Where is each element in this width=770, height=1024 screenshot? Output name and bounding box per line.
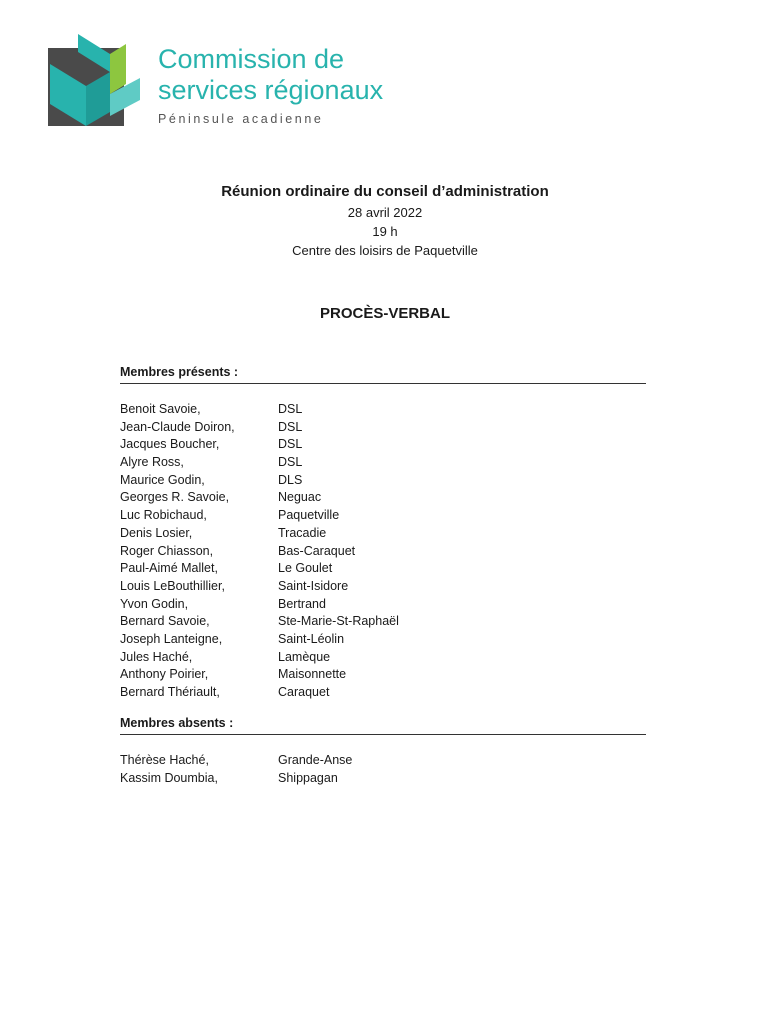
member-name: Thérèse Haché,	[120, 753, 209, 767]
member-name: Louis LeBouthillier,	[120, 578, 225, 593]
member-row	[120, 507, 646, 525]
logo-line-2: services régionaux	[158, 75, 384, 105]
present-members-heading: Membres présents :	[120, 365, 646, 384]
member-name: Bernard Thériault,	[120, 685, 220, 699]
member-organization: DSL	[278, 402, 303, 416]
member-organization: DSL	[278, 437, 303, 452]
member-organization: Caraquet	[278, 685, 330, 699]
member-organization: DSL	[278, 455, 303, 470]
member-name: Jacques Boucher,	[120, 437, 220, 452]
member-organization: Paquetville	[278, 508, 340, 523]
member-row	[120, 666, 646, 684]
member-organization: Grande-Anse	[278, 753, 353, 767]
member-organization: Maisonnette	[278, 667, 347, 682]
member-row	[120, 649, 646, 667]
member-name: Yvon Godin,	[120, 596, 189, 611]
member-name: Bernard Savoie,	[120, 614, 210, 629]
member-row	[120, 454, 646, 472]
member-organization: Saint-Léolin	[278, 631, 345, 646]
member-name: Paul-Aimé Mallet,	[120, 561, 218, 576]
member-row	[120, 401, 646, 419]
member-name: Benoit Savoie,	[120, 402, 201, 416]
member-organization: DSL	[278, 419, 303, 434]
organization-logo	[48, 34, 388, 134]
meeting-title: Réunion ordinaire du conseil d’administration	[221, 183, 549, 200]
member-row	[120, 525, 646, 543]
logo-subtitle: Péninsule acadienne	[158, 112, 324, 126]
member-row	[120, 578, 646, 596]
present-members-list	[120, 401, 646, 702]
meeting-date: 28 avril 2022	[347, 205, 423, 220]
member-name: Luc Robichaud,	[120, 508, 207, 523]
member-organization: Le Goulet	[278, 561, 333, 576]
member-name: Roger Chiasson,	[120, 543, 214, 558]
member-organization: Neguac	[278, 490, 322, 505]
member-name: Jean-Claude Doiron,	[120, 419, 235, 434]
member-name: Alyre Ross,	[120, 455, 184, 470]
member-row	[120, 684, 646, 702]
member-row	[120, 770, 646, 788]
member-row	[120, 631, 646, 649]
member-row	[120, 436, 646, 454]
member-organization: Lamèque	[278, 649, 331, 664]
document-title: PROCÈS-VERBAL	[319, 305, 450, 322]
member-organization: Bertrand	[278, 596, 326, 611]
member-name: Denis Losier,	[120, 525, 193, 540]
member-name: Joseph Lanteigne,	[120, 631, 223, 646]
member-organization: DLS	[278, 472, 303, 487]
member-name: Kassim Doumbia,	[120, 770, 218, 785]
member-row	[120, 489, 646, 507]
absent-members-section	[120, 716, 646, 787]
logo-line-1: Commission de	[158, 44, 345, 74]
member-organization: Tracadie	[278, 525, 327, 540]
meeting-header	[0, 181, 770, 260]
member-name: Maurice Godin,	[120, 472, 205, 487]
member-name: Georges R. Savoie,	[120, 490, 230, 505]
member-row	[120, 596, 646, 614]
member-row	[120, 472, 646, 490]
member-name: Jules Haché,	[120, 649, 193, 664]
member-organization: Saint-Isidore	[278, 578, 349, 593]
member-row	[120, 560, 646, 578]
logo-mark-icon	[48, 34, 148, 126]
member-row	[120, 543, 646, 561]
member-row	[120, 752, 646, 770]
absent-members-heading: Membres absents :	[120, 716, 646, 735]
member-row	[120, 613, 646, 631]
absent-members-list	[120, 752, 646, 787]
member-organization: Bas-Caraquet	[278, 543, 356, 558]
member-name: Anthony Poirier,	[120, 667, 209, 682]
member-organization: Shippagan	[278, 770, 338, 785]
member-row	[120, 419, 646, 437]
present-members-section	[120, 365, 646, 702]
member-organization: Ste-Marie-St-Raphaël	[278, 614, 399, 629]
meeting-time: 19 h	[372, 224, 398, 239]
meeting-location: Centre des loisirs de Paquetville	[292, 243, 478, 258]
